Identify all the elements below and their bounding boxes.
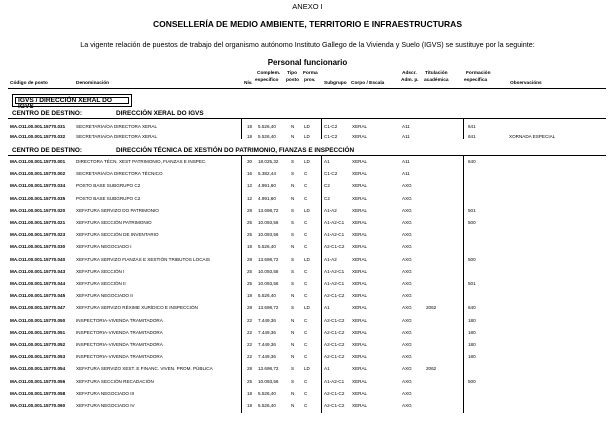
cell-code: MA.O11.00.001.15770.020 (10, 207, 66, 213)
cell-tipo: N (291, 403, 295, 408)
cell-adscr: AXG (402, 390, 412, 396)
cell-den: XEFATURA SERVIZO RÉXIME XURÍDICO E INSPECCIÓN (76, 305, 198, 311)
col-separator (463, 118, 464, 139)
col-titulacion-1: Titulación (425, 71, 448, 76)
col-complem-1: Complem. (257, 71, 281, 76)
cell-corpo: XERAL (352, 403, 368, 408)
cell-code: MA.O11.00.001.15770.040 (10, 256, 66, 262)
centro-name: DIRECCIÓN XERAL DO IGVS (116, 110, 204, 117)
cell-form: 180 (468, 342, 476, 347)
col-corpo: Corpo / Escala (351, 81, 385, 86)
cell-corpo: XERAL (352, 366, 368, 372)
cell-tipo: N (291, 317, 295, 323)
cell-den: XEFATURA NEGOCIADO II (76, 293, 133, 299)
cell-sub: A1-A2 (324, 207, 337, 213)
cell-adscr: A11 (402, 124, 410, 129)
cell-comp: 4.991,60 (258, 195, 276, 201)
cell-adscr: AXG (402, 317, 412, 323)
centro-rule (8, 118, 606, 119)
cell-niv: 18 (247, 133, 253, 139)
cell-forma: LD (304, 124, 310, 129)
cell-niv: 18 (247, 390, 253, 396)
cell-adscr: A11 (402, 159, 410, 164)
cell-corpo: XERAL (352, 232, 368, 238)
cell-sub: A1-A2-C1 (324, 220, 345, 225)
cell-corpo: XERAL (352, 171, 368, 177)
cell-comp: 7.449,36 (258, 342, 276, 347)
cell-corpo: XERAL (352, 329, 368, 335)
cell-code: MA.O11.00.001.15770.054 (10, 366, 66, 372)
cell-den: POSTO BASE SUBGRUPO C2 (76, 195, 141, 201)
cell-corpo: XERAL (352, 378, 368, 384)
cell-niv: 22 (247, 354, 253, 360)
cell-den: XEFATURA SECCIÓN II (76, 281, 126, 286)
cell-niv: 22 (247, 329, 253, 335)
col-subgrupo: Subgrupo (324, 81, 347, 86)
cell-tipo: N (291, 329, 295, 335)
cell-tipo: S (291, 366, 295, 372)
cell-forma: C (304, 354, 308, 360)
col-formacion-1: Formación (466, 71, 491, 76)
cell-code: MA.O11.00.001.15770.043 (10, 268, 66, 274)
cell-corpo: XERAL (352, 195, 368, 201)
col-codigo: Código de posto (10, 81, 48, 86)
cell-niv: 25 (247, 268, 253, 274)
header-rule (8, 88, 606, 89)
cell-adscr: A11 (402, 133, 410, 139)
organism-box (12, 94, 132, 110)
cell-sub: C2 (324, 195, 330, 201)
cell-den: POSTO BASE SUBGRUPO C2 (76, 183, 141, 189)
cell-corpo: XERAL (352, 244, 368, 250)
cell-den: INSPECTORIA-VIVENDA TRAMITADORA (76, 354, 163, 360)
col-forma-2: prov. (304, 78, 316, 83)
cell-code: MA.O11.00.001.15770.034 (10, 183, 66, 189)
cell-code: MA.O11.00.001.15770.058 (10, 390, 66, 396)
cell-code: MA.O11.00.001.15770.056 (10, 378, 66, 384)
cell-form: 180 (468, 317, 476, 323)
cell-niv: 12 (247, 195, 253, 201)
col-adscr-1: Adscr. (402, 71, 417, 76)
cell-sub: A1 (324, 159, 330, 164)
cell-forma: C (304, 329, 308, 335)
cell-tipo: S (291, 232, 295, 238)
cell-sub: A2-C1-C2 (324, 329, 345, 335)
cell-adscr: AXG (402, 293, 412, 299)
cell-niv: 25 (247, 378, 253, 384)
cell-niv: 18 (247, 293, 253, 299)
cell-den: XEFATURA SECCIÓN RECADACIÓN (76, 378, 154, 384)
cell-form: 640 (468, 159, 476, 164)
cell-tipo: N (291, 124, 295, 129)
cell-sub: A2-C1-C2 (324, 317, 345, 323)
cell-comp: 5.526,40 (258, 403, 276, 408)
cell-corpo: XERAL (352, 354, 368, 360)
cell-corpo: XERAL (352, 317, 368, 323)
cell-tipo: S (291, 268, 295, 274)
cell-tipo: S (291, 305, 295, 311)
cell-corpo: XERAL (352, 159, 368, 164)
cell-sub: A2-C1-C2 (324, 354, 345, 360)
cell-tipo: N (291, 293, 295, 299)
cell-niv: 18 (247, 403, 253, 408)
cell-code: MA.O11.00.001.15770.035 (10, 195, 66, 201)
cell-niv: 28 (247, 366, 253, 372)
intro-paragraph: La vigente relación de puestos de trabajo del organismo autónomo Instituto Gallego de la Vivienda y Suelo (IGVS) se sustituye por la seguinte: (80, 40, 535, 49)
cell-forma: LD (304, 207, 310, 213)
cell-sub: A1-A2-C1 (324, 378, 345, 384)
cell-forma: C (304, 171, 308, 177)
cell-adscr: A11 (402, 171, 410, 177)
cell-sub: C1-C2 (324, 171, 338, 177)
cell-sub: C2 (324, 183, 330, 189)
cell-adscr: AXG (402, 232, 412, 238)
col-titulacion-2: académica (424, 78, 449, 83)
col-tipo-1: Tipo (287, 71, 298, 76)
cell-forma: C (304, 378, 308, 384)
cell-corpo: XERAL (352, 256, 368, 262)
cell-code: MA.O11.00.001.15770.032 (10, 133, 66, 139)
cell-corpo: XERAL (352, 305, 368, 311)
cell-comp: 5.382,44 (258, 171, 276, 177)
cell-comp: 10.093,56 (258, 281, 279, 286)
cell-den: INSPECTORIA-VIVENDA TRAMITADORA (76, 329, 163, 335)
cell-adscr: AXG (402, 256, 412, 262)
col-forma-1: Forma (303, 71, 318, 76)
cell-tipo: N (291, 390, 295, 396)
cell-corpo: XERAL (352, 124, 368, 129)
cell-code: MA.O11.00.001.15770.030 (10, 244, 66, 250)
col-separator (321, 155, 322, 413)
cell-sub: A1-A2-C1 (324, 268, 345, 274)
col-tipo-2: posto (286, 78, 300, 83)
cell-forma: C (304, 342, 308, 347)
cell-tipo: S (291, 281, 295, 286)
cell-tipo: N (291, 342, 295, 347)
cell-form: 500 (468, 378, 476, 384)
cell-code: MA.O11.00.001.15770.060 (10, 403, 66, 408)
cell-comp: 5.526,40 (258, 124, 276, 129)
annex-label: ANEXO I (292, 2, 323, 11)
cell-comp: 7.449,36 (258, 317, 276, 323)
cell-tit: 2062 (426, 366, 437, 372)
cell-den: INSPECTORIA-VIVENDA TRAMITADORA (76, 317, 163, 323)
cell-tipo: S (291, 207, 295, 213)
cell-den: XEFATURA SERVIZO XEST. E FINANC. VIVEN. PROM. PÚBLICA (76, 366, 213, 372)
cell-tipo: S (291, 220, 295, 225)
cell-sub: A2-C1-C2 (324, 342, 345, 347)
cell-forma: C (304, 244, 308, 250)
cell-forma: C (304, 195, 308, 201)
col-separator (241, 155, 242, 413)
cell-niv: 22 (247, 317, 253, 323)
cell-adscr: AXG (402, 281, 412, 286)
cell-tipo: N (291, 354, 295, 360)
cell-forma: C (304, 268, 308, 274)
section-title: Personal funcionario (267, 58, 348, 67)
cell-comp: 5.526,40 (258, 244, 276, 250)
cell-forma: C (304, 390, 308, 396)
cell-code: MA.O11.00.001.15770.001 (10, 159, 66, 164)
cell-tipo: N (291, 133, 295, 139)
cell-niv: 25 (247, 281, 253, 286)
cell-corpo: XERAL (352, 268, 368, 274)
cell-sub: A2-C1-C2 (324, 403, 345, 408)
ministry-title: CONSELLERÍA DE MEDIO AMBIENTE, TERRITORIO E INFRAESTRUCTURAS (152, 19, 462, 29)
cell-code: MA.O11.00.001.15770.045 (10, 293, 66, 299)
cell-den: SECRETARIA/OA DIRECTORA XERAL (76, 133, 158, 139)
cell-niv: 25 (247, 220, 253, 225)
cell-code: MA.O11.00.001.15770.051 (10, 329, 66, 335)
cell-form: 180 (468, 354, 476, 360)
cell-forma: C (304, 403, 308, 408)
cell-sub: A1-A2-C1 (324, 232, 345, 238)
cell-niv: 16 (247, 171, 253, 177)
cell-corpo: XERAL (352, 281, 368, 286)
cell-sub: C1-C2 (324, 124, 338, 129)
cell-niv: 28 (247, 305, 253, 311)
cell-den: SECRETARIA/OA DIRECTORA XERAL (76, 124, 158, 129)
cell-comp: 7.449,36 (258, 329, 276, 335)
col-denominacion: Denominación (76, 81, 110, 86)
cell-adscr: AXG (402, 268, 412, 274)
cell-niv: 18 (247, 244, 253, 250)
cell-niv: 22 (247, 342, 253, 347)
cell-sub: A1-A2 (324, 256, 337, 262)
cell-comp: 10.093,56 (258, 220, 279, 225)
cell-sub: A2-C1-C2 (324, 244, 345, 250)
cell-code: MA.O11.00.001.15770.021 (10, 220, 66, 225)
cell-den: XEFATURA SECCIÓN I (76, 268, 125, 274)
cell-forma: LD (304, 133, 310, 139)
centro-label: CENTRO DE DESTINO: (12, 110, 82, 117)
cell-corpo: XERAL (352, 183, 368, 189)
cell-comp: 10.093,56 (258, 268, 279, 274)
cell-form: 501 (468, 281, 476, 286)
cell-adscr: AXG (402, 183, 412, 189)
cell-code: MA.O11.00.001.15770.047 (10, 305, 66, 311)
col-separator (463, 155, 464, 413)
cell-den: SECRETARIA/OA DIRECTORA TÉCNICO (76, 171, 163, 177)
cell-comp: 7.449,36 (258, 354, 276, 360)
centro-label: CENTRO DE DESTINO: (12, 147, 82, 154)
cell-corpo: XERAL (352, 293, 368, 299)
cell-adscr: AXG (402, 366, 412, 372)
col-complem-2: especifico (255, 78, 279, 83)
cell-code: MA.O11.00.001.15770.031 (10, 124, 66, 129)
cell-forma: C (304, 317, 308, 323)
cell-form: 501 (468, 207, 476, 213)
cell-comp: 13.698,72 (258, 366, 279, 372)
cell-comp: 13.698,72 (258, 256, 279, 262)
cell-tipo: N (291, 195, 295, 201)
cell-den: XEFATURA SERVIZO DO PATRIMONIO (76, 207, 159, 213)
cell-form: 500 (468, 220, 476, 225)
col-separator (241, 118, 242, 139)
cell-code: MA.O11.00.001.15770.023 (10, 232, 66, 238)
cell-obs: XORNADA ESPECIAL (509, 133, 556, 139)
cell-forma: C (304, 293, 308, 299)
cell-comp: 5.526,40 (258, 293, 276, 299)
cell-form: 180 (468, 329, 476, 335)
col-adscr-2: Adm. p. (401, 78, 419, 83)
cell-comp: 13.698,72 (258, 305, 279, 311)
cell-den: XEFATURA SECCIÓN DE INVENTARIO (76, 232, 159, 238)
cell-comp: 13.698,72 (258, 207, 279, 213)
cell-niv: 25 (247, 232, 253, 238)
cell-form: 641 (468, 133, 476, 139)
cell-comp: 18.025,32 (258, 159, 279, 164)
cell-tipo: N (291, 183, 295, 189)
cell-den: XEFATURA NEGOCIADO I (76, 244, 132, 250)
col-formacion-2: específica (464, 78, 488, 83)
cell-adscr: AXG (402, 195, 412, 201)
cell-comp: 5.526,40 (258, 133, 276, 139)
cell-form: 641 (468, 124, 476, 129)
cell-sub: A1 (324, 305, 330, 311)
cell-form: 640 (468, 305, 476, 311)
cell-adscr: AXG (402, 329, 412, 335)
cell-forma: LD (304, 256, 310, 262)
cell-sub: A2-C1-C2 (324, 390, 345, 396)
cell-sub: A1 (324, 366, 330, 372)
cell-forma: C (304, 183, 308, 189)
cell-tit: 2062 (426, 305, 437, 311)
col-niv: Niv. (244, 81, 253, 86)
cell-forma: LD (304, 159, 310, 164)
cell-corpo: XERAL (352, 220, 368, 225)
cell-adscr: AXG (402, 354, 412, 360)
cell-niv: 30 (247, 159, 253, 164)
cell-den: XEFATURA SECCIÓN PATRIMONIO (76, 220, 152, 225)
cell-niv: 28 (247, 256, 253, 262)
cell-comp: 4.991,60 (258, 183, 276, 189)
cell-forma: C (304, 232, 308, 238)
cell-tipo: S (291, 378, 295, 384)
cell-code: MA.O11.00.001.15770.050 (10, 317, 66, 323)
cell-corpo: XERAL (352, 342, 368, 347)
cell-code: MA.O11.00.001.15770.053 (10, 354, 66, 360)
centro-rule (8, 155, 606, 156)
cell-sub: A1-A2-C1 (324, 281, 345, 286)
cell-den: XEFATURA SERVIZO FIANZAS E XESTIÓN TRIBUTOS LOCAIS (76, 256, 210, 262)
cell-comp: 10.093,56 (258, 232, 279, 238)
cell-den: XEFATURA NEGOCIADO IV (76, 403, 135, 408)
cell-forma: LD (304, 366, 310, 372)
cell-sub: A2-C1-C2 (324, 293, 345, 299)
cell-corpo: XERAL (352, 390, 368, 396)
col-observaciones: Observacións (510, 81, 542, 86)
cell-comp: 5.526,40 (258, 390, 276, 396)
cell-niv: 12 (247, 183, 253, 189)
cell-tipo: S (291, 171, 295, 177)
cell-forma: C (304, 281, 308, 286)
cell-corpo: XERAL (352, 133, 368, 139)
cell-adscr: AXG (402, 403, 412, 408)
cell-adscr: AXG (402, 244, 412, 250)
cell-code: MA.O11.00.001.15770.044 (10, 281, 66, 286)
cell-den: DIRECTORA TÉCN. XEST PATRIMONIO, FIANZAS E INSPEC. (76, 159, 207, 164)
cell-forma: LD (304, 305, 310, 311)
cell-niv: 28 (247, 207, 253, 213)
cell-corpo: XERAL (352, 207, 368, 213)
cell-adscr: AXG (402, 378, 412, 384)
cell-adscr: AXG (402, 220, 412, 225)
cell-den: XEFATURA NEGOCIADO III (76, 390, 135, 396)
cell-comp: 10.093,56 (258, 378, 279, 384)
organism-label: IGVS / DIRECCIÓN XERAL DO IGVS (15, 97, 129, 104)
cell-code: MA.O11.00.001.15770.052 (10, 342, 66, 347)
cell-code: MA.O11.00.001.15770.002 (10, 171, 66, 177)
cell-tipo: S (291, 256, 295, 262)
col-separator (321, 118, 322, 139)
cell-sub: C1-C2 (324, 133, 338, 139)
centro-name: DIRECCIÓN TÉCNICA DE XESTIÓN DO PATRIMONIO, FIANZAS E INSPECCIÓN (116, 147, 355, 154)
cell-adscr: AXG (402, 207, 412, 213)
cell-adscr: AXG (402, 305, 412, 311)
cell-form: 500 (468, 256, 476, 262)
cell-niv: 18 (247, 124, 253, 129)
cell-tipo: N (291, 244, 295, 250)
cell-forma: C (304, 220, 308, 225)
cell-tipo: S (291, 159, 295, 164)
cell-adscr: AXG (402, 342, 412, 347)
cell-den: INSPECTORIA-VIVENDA TRAMITADORA (76, 342, 163, 347)
